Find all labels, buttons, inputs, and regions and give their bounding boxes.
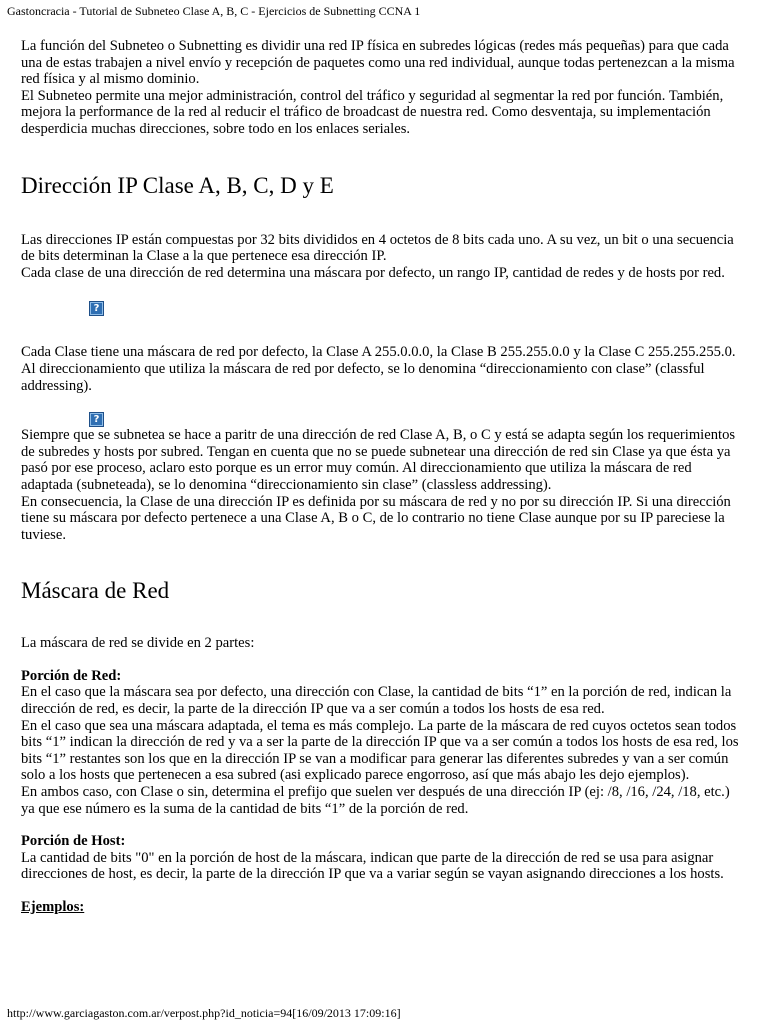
network-portion-paragraph-3: En ambos caso, con Clase o sin, determina el prefijo que suelen ver después de una dirección IP (ej: /8, /16, /24, /18, etc.) ya que ese número es la suma de la cantidad de bits “1” de la porción de red. <box>21 784 730 817</box>
page-header-title: Gastoncracia - Tutorial de Subneteo Clase A, B, C - Ejercicios de Subnetting CCNA 1 <box>7 4 421 18</box>
network-portion-title: Porción de Red: <box>21 667 122 684</box>
mask-paragraph-1: La máscara de red se divide en 2 partes: <box>21 635 255 652</box>
article-content <box>21 38 746 916</box>
network-portion-paragraph-1: En el caso que la máscara sea por defecto, una dirección con Clase, la cantidad de bits “1” en la porción de red, indican la dirección de red, es decir, la parte de la dirección IP que va a ser común a todos los hosts de esa red. <box>21 684 732 718</box>
network-portion-paragraph-2: En el caso que sea una máscara adaptada, el tema es más complejo. La parte de la máscara de red cuyos octetos sean todos bits “1” indican la dirección de red y va a ser la parte de la dirección IP que va a ser común a todos los hosts de esa red, los bits “1” restantes son los que en la dirección IP se van a modificar para generar las diferentes subredes y van a ser común solo a los hosts que pertenecen a esa subred (asi explicado parece engorroso, así que más abajo les dejo ejemplos). <box>21 717 739 784</box>
image-placeholder-2 <box>21 412 746 426</box>
ip-paragraph-3: Cada Clase tiene una máscara de red por defecto, la Clase A 255.0.0.0, la Clase B 255.255.0.0 y la Clase C 255.255.255.0. Al direccionamiento que utiliza la máscara de red por defecto, se lo denomina “direccionamiento con clase” (classful addressing). <box>21 344 736 394</box>
host-portion-title: Porción de Host: <box>21 833 126 850</box>
broken-image-icon: ? <box>89 301 104 316</box>
image-placeholder-1 <box>21 301 746 315</box>
ip-paragraph-4: Siempre que se subnetea se hace a paritr de una dirección de red Clase A, B, o C y está se adapta según los requerimientos de subredes y hosts por subred. Tengan en cuenta que no se puede subnetear una dirección de red sin Clase ya que ésta ya pasó por ese proceso, aclaro esto porque es un error muy común. Al direccionamiento que utiliza la máscara de red adaptada (subneteada), se lo denomina “direccionamiento sin clase” (classless addressing). <box>21 427 736 493</box>
section-heading-mask: Máscara de Red <box>21 578 170 604</box>
page-footer-url: http://www.garciagaston.com.ar/verpost.php?id_noticia=94[16/09/2013 17:09:16] <box>7 1006 401 1020</box>
ip-paragraph-5: En consecuencia, la Clase de una dirección IP es definida por su máscara de red y no por su dirección IP. Si una dirección tiene su máscara por defecto pertenece a una Clase A, B o C, de lo contrario no tiene Clase aunque por su IP pareciese la tuviese. <box>21 493 731 543</box>
examples-title: Ejemplos: <box>21 899 85 915</box>
broken-image-icon: ? <box>89 412 104 427</box>
ip-paragraph-2: Cada clase de una dirección de red determina una máscara por defecto, un rango IP, cantidad de redes y de hosts por red. <box>21 264 725 281</box>
intro-paragraph-2: El Subneteo permite una mejor administración, control del tráfico y seguridad al segmentar la red por función. También, mejora la performance de la red al reducir el tráfico de broadcast de nuestra red. Como desventaja, su implementación desperdicia muchas direcciones, sobre todo en los enlaces seriales. <box>21 87 724 137</box>
ip-paragraph-1: Las direcciones IP están compuestas por 32 bits divididos en 4 octetos de 8 bits cada uno. A su vez, un bit o una secuencia de bits determinan la Clase a la que pertenece esa dirección IP. <box>21 231 734 265</box>
host-portion-paragraph-1: La cantidad de bits "0" en la porción de host de la máscara, indican que parte de la dirección de red se usa para asignar direcciones de host, es decir, la parte de la dirección IP que va a variar según se vayan asignando direcciones a los hosts. <box>21 849 724 883</box>
section-heading-ip-classes: Dirección IP Clase A, B, C, D y E <box>21 172 334 198</box>
intro-paragraph-1: La función del Subneteo o Subnetting es dividir una red IP física en subredes lógicas (redes más pequeñas) para que cada una de estas trabajen a nivel envío y recepción de paquetes como una red individual, aunque todas pertenezcan a la misma red física y al mismo dominio. <box>21 38 735 88</box>
